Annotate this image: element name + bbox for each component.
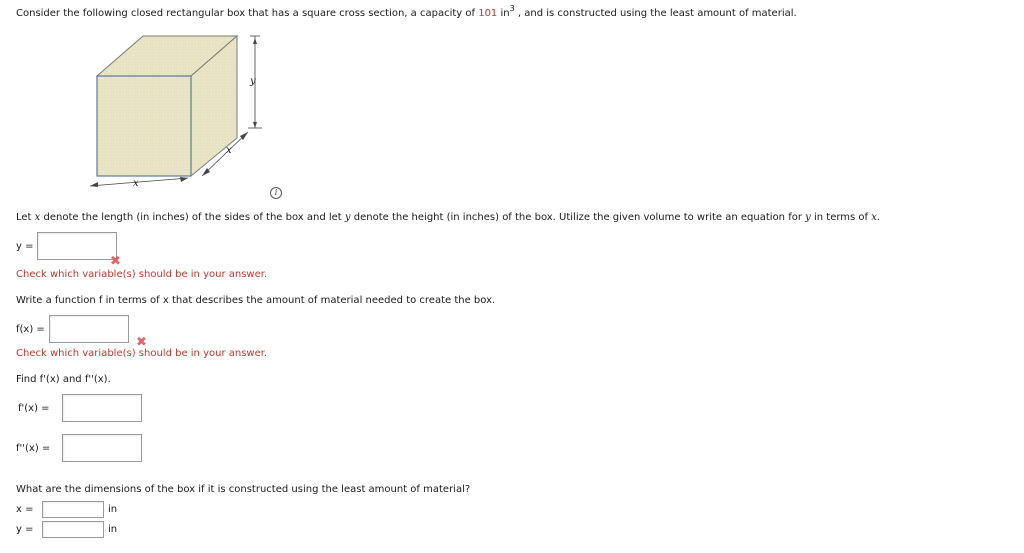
part1-text-c: denote the height (in inches) of the box. Utilize the given volume to write an equation for: [353, 212, 802, 223]
figure-label-y: y: [250, 76, 256, 87]
part1-text-d: in terms of: [813, 212, 869, 223]
fdouble-label: f''(x) =: [16, 443, 51, 454]
fprime-label: f'(x) =: [18, 403, 50, 414]
x-dimension-label: x =: [16, 504, 34, 515]
x-dimension-input[interactable]: [42, 501, 104, 518]
y-dimension-label: y =: [16, 524, 34, 535]
figure-label-x-side: x: [226, 145, 232, 156]
fx-label: f(x) =: [16, 324, 45, 335]
incorrect-icon: ✖: [136, 335, 147, 350]
intro-text: Consider the following closed rectangular box that has a square cross section, a capacity of: [16, 8, 476, 19]
y-dimension-input[interactable]: [42, 521, 104, 538]
feedback-message: Check which variable(s) should be in your answer.: [16, 348, 268, 359]
part3-prompt: Find f'(x) and f''(x).: [16, 374, 111, 385]
box-figure: [80, 28, 280, 193]
part2-prompt: Write a function f in terms of x that describes the amount of material needed to create the box.: [16, 295, 496, 306]
fprime-input[interactable]: [62, 394, 142, 422]
var-x: x: [34, 212, 41, 223]
box-front-face: [97, 76, 191, 176]
capacity-unit: in: [500, 8, 510, 19]
var-y2: y: [805, 212, 811, 223]
capacity-exponent: 3: [509, 4, 515, 13]
part4-prompt: What are the dimensions of the box if it is constructed using the least amount of material?: [16, 484, 471, 495]
feedback-message: Check which variable(s) should be in your answer.: [16, 269, 268, 280]
var-y: y: [344, 212, 351, 223]
fdouble-input[interactable]: [62, 434, 142, 462]
fx-input[interactable]: [49, 315, 129, 343]
info-symbol: i: [274, 188, 278, 197]
var-x2: x.: [871, 212, 881, 223]
y-unit: in: [108, 524, 118, 535]
problem-intro: [16, 4, 797, 19]
x-unit: in: [108, 504, 118, 515]
part1-prompt: [16, 212, 880, 223]
figure-label-x-bottom: x: [133, 178, 139, 189]
info-icon[interactable]: [270, 187, 282, 199]
capacity-value: 101: [478, 8, 498, 19]
part1-text-a: Let: [16, 212, 32, 223]
incorrect-icon: ✖: [110, 254, 121, 269]
y-equation-label: y =: [16, 241, 34, 252]
y-equation-input[interactable]: [37, 232, 117, 260]
intro-text-end: , and is constructed using the least amount of material.: [517, 8, 797, 19]
part1-text-b: denote the length (in inches) of the sides of the box and let: [43, 212, 342, 223]
